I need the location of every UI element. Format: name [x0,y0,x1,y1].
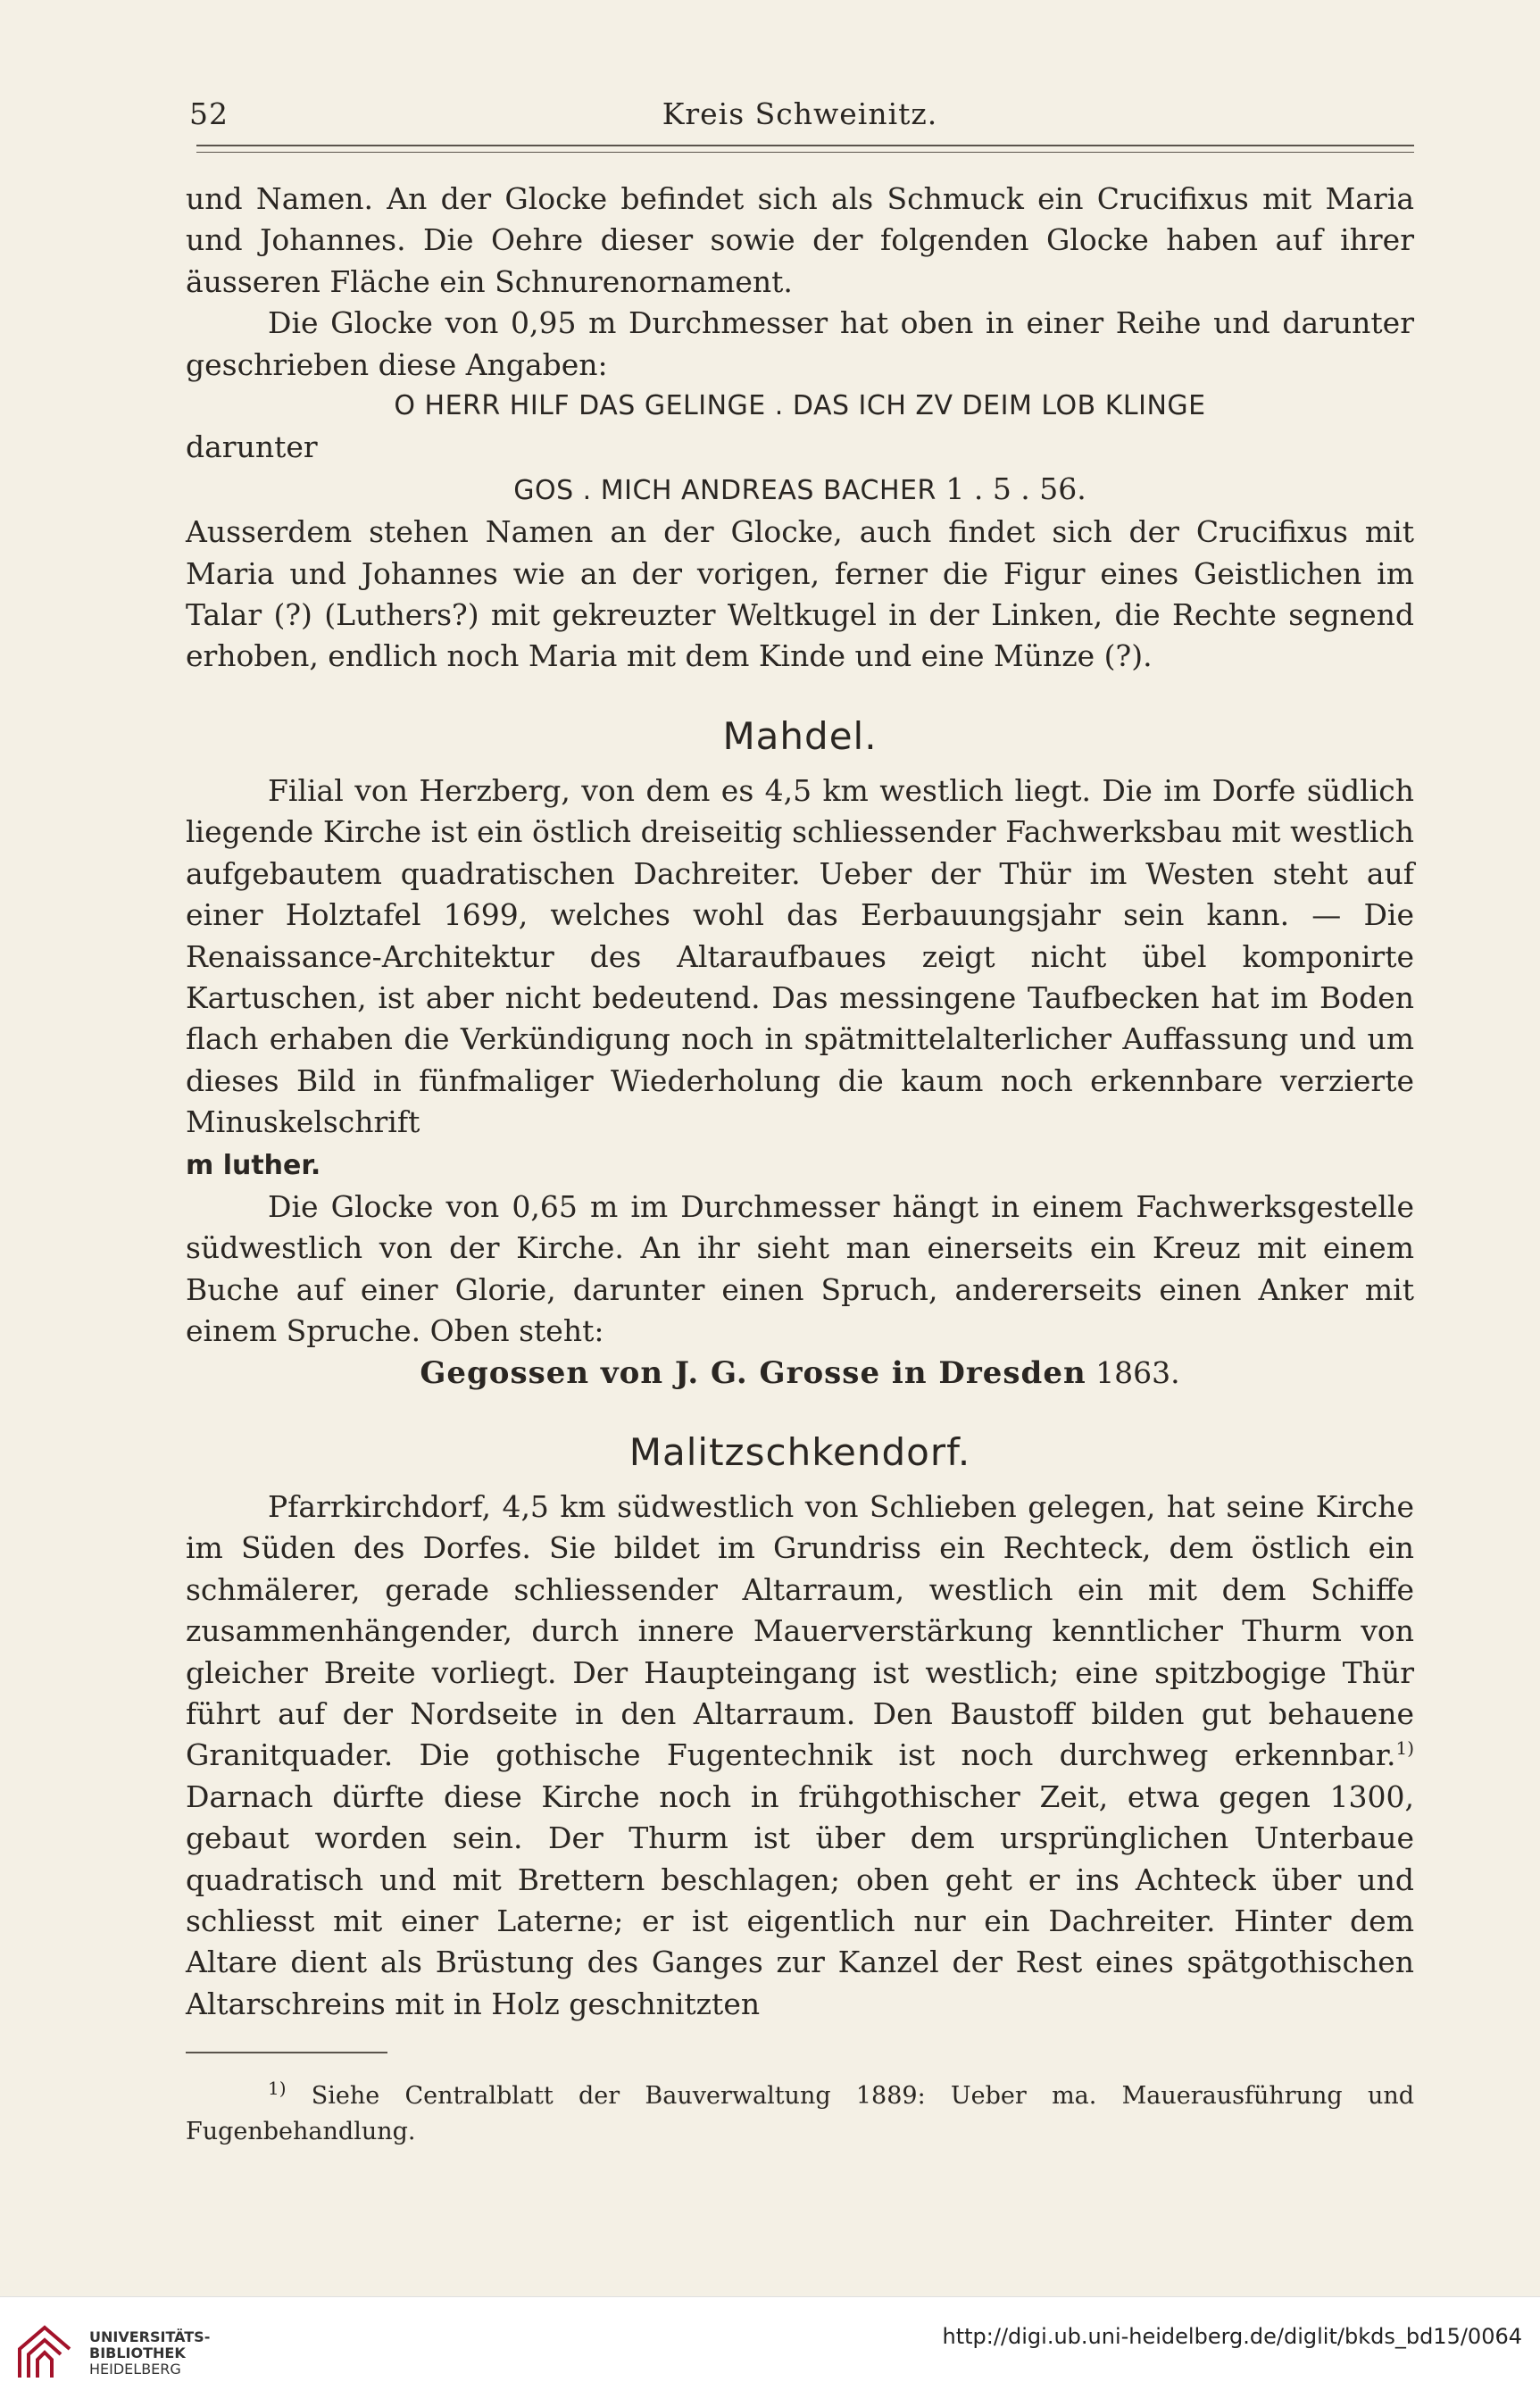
header-rule-thin [196,152,1414,153]
library-line: HEIDELBERG [89,2361,181,2378]
inscription-year: 1863. [1095,1354,1180,1390]
footnote [186,2078,1414,2150]
inscription-caps: GOS . MICH ANDREAS BACHER [513,474,936,506]
page-number: 52 [189,96,229,131]
footnote-reference: 1) [1395,1737,1414,1760]
minuscule-inscription [186,1144,1414,1187]
footnote-marker: 1) [268,2078,287,2100]
bell-inscription-2 [186,469,1414,512]
paragraph-darunter: darunter [186,429,318,465]
section-heading-mahdel: Mahdel. [722,713,878,758]
paragraph: Ausserdem stehen Namen an der Glocke, auch findet sich der Crucifixus mit Maria und Johannes wie an der vorigen, ferner die Figur eines Geistlichen im Talar (?) (Luthers?) mit gekreuzter Weltkugel in der Linken, die Rechte segnend erhoben, endlich noch Maria mit dem Kinde und eine Münze (?). [186,514,1414,674]
inscription-text: m luther. [186,1149,321,1181]
paragraph [186,770,1414,1144]
header-rule [196,145,1414,146]
paragraph-text: Pfarrkirchdorf, 4,5 km südwestlich von Schlieben gelegen, hat seine Kirche im Süden des Dorfes. Sie bildet im Grundriss ein Rechteck, dem östlich ein schmälerer, gerade schliessender Altarraum, westlich ein mit dem Schiffe zusammenhängender, durch innere Mauerverstärkung kenntlicher Thurm von gleicher Breite vorliegt. Der Haupteingang ist westlich; eine spitzbogige Thür führt auf der Nordseite in den Altarraum. Den Baustoff bilden gut behauene Granitquader. Die gothische Fugentechnik ist noch durchweg erkennbar. [186,1488,1414,1773]
paragraph [186,1487,1414,2025]
paragraph: Die Glocke von 0,65 m im Durchmesser hängt in einem Fachwerksgestelle südwestlich von der Kirche. An ihr sieht man einerseits ein Kreuz mit einem Buche auf einer Glorie, darunter einen Spruch, andererseits einen Anker mit einem Spruche. Oben steht: [186,1188,1414,1349]
footnote-text: Siehe Centralblatt der Bauverwaltung 1889: Ueber ma. Mauerausführung und Fugenbehandlung. [186,2082,1414,2146]
paragraph-text-cont: Darnach dürfte diese Kirche noch in frühgothischer Zeit, etwa gegen 1300, gebaut worden sein. Der Thurm ist über dem ursprünglichen Unterbaue quadratisch und mit Brettern beschlagen; oben geht er ins Achteck über und schliesst mit einer Laterne; er ist eigentlich nur ein Dachreiter. Hinter dem Altare dient als Brüstung des Ganges zur Kanzel der Rest eines spätgothischen Altarschreins mit in Holz geschnitzten [186,1778,1414,2021]
paragraph: Die Glocke von 0,95 m Durchmesser hat oben in einer Reihe und darunter geschrieben diese Angaben: [186,305,1414,382]
paragraph: und Namen. An der Glocke befindet sich als Schmuck ein Crucifixus mit Maria und Johannes. Die Oehre dieser sowie der folgenden Glocke haben auf ihrer äusseren Fläche ein Schnurenornament. [186,181,1414,299]
bell-inscription-3 [186,1353,1414,1394]
section-heading-malitzschkendorf: Malitzschkendorf. [628,1429,971,1474]
blackletter-inscription: Gegossen von J. G. Grosse in Dresden [420,1354,1086,1391]
running-title: Kreis Schweinitz. [662,96,938,131]
library-name [89,2329,210,2378]
permalink-url[interactable]: http://digi.ub.uni-heidelberg.de/diglit/bkds_bd15/0064 [942,2324,1522,2349]
paragraph-text: Filial von Herzberg, von dem es 4,5 km westlich liegt. Die im Dorfe südlich liegende Kirche ist ein östlich dreiseitig schliessender Fachwerksbau mit westlich aufgebautem quadratischen Dachreiter. Ueber der Thür im Westen steht auf einer Holztafel 1699, welches wohl das Eerbauungsjahr sein kann. — Die Renaissance-Architektur des Altaraufbaues zeigt nicht übel komponirte Kartuschen, ist aber nicht bedeutend. Das messingene Taufbecken hat im Boden flach erhaben die Verkündigung noch in spätmittelalterlicher Auffassung und um dieses Bild in fünfmaliger Wiederholung die kaum noch erkennbare verzierte Minuskelschrift [186,772,1414,1140]
university-library-logo-icon [14,2322,75,2383]
page-header [186,91,1414,139]
library-line: BIBLIOTHEK [89,2345,186,2361]
library-line: UNIVERSITÄTS- [89,2328,211,2345]
bell-inscription: O HERR HILF DAS GELINGE . DAS ICH ZV DEIM LOB KLINGE [394,390,1206,422]
viewer-footer [0,2296,1540,2407]
footnote-rule [186,2052,387,2053]
page-body [186,179,1414,2150]
inscription-date: 1 . 5 . 56. [945,471,1086,506]
